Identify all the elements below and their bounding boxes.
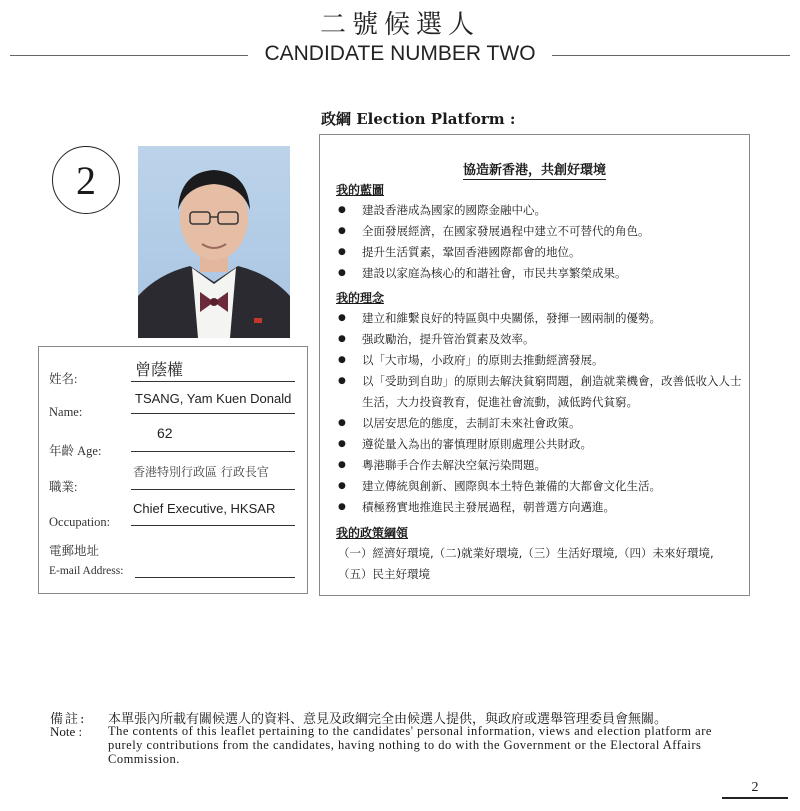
list-item: 建設香港成為國家的國際金融中心。 xyxy=(362,203,546,217)
policy-line: （五）民主好環境 xyxy=(338,567,430,581)
age-label: 年齡 Age: xyxy=(49,444,102,458)
bullet: ● xyxy=(338,460,346,470)
personal-info-box xyxy=(38,346,308,594)
email-english-label: E-mail Address: xyxy=(49,565,124,577)
email-chinese-label: 電郵地址 xyxy=(49,544,100,558)
underline xyxy=(131,525,295,526)
header-rule-left xyxy=(10,55,248,56)
election-platform-box xyxy=(319,134,750,596)
list-item: 提升生活質素，鞏固香港國際都會的地位。 xyxy=(362,245,581,259)
election-platform-label: 政綱 Election Platform : xyxy=(321,110,516,128)
list-item: 以「受助到自助」的原則去解決貧窮問題，創造就業機會，改善低收入人士生活，大力投資教育，促進社會流動，減低跨代貧窮。 xyxy=(362,374,742,409)
list-item: 積極務實地推進民主發展過程，朝普選方向邁進。 xyxy=(362,500,615,514)
underline xyxy=(131,413,295,414)
bullet: ● xyxy=(338,376,346,386)
list-item: 以居安思危的態度，去制訂未來社會政策。 xyxy=(362,416,581,430)
policy-line: （一）經濟好環境,（二)就業好環境,（三）生活好環境,（四）未來好環境, xyxy=(338,546,714,560)
ideas-title: 我的理念 xyxy=(336,291,385,305)
bullet: ● xyxy=(338,313,346,323)
bullet: ● xyxy=(338,418,346,428)
candidate-number-circle xyxy=(52,146,120,214)
bullet: ● xyxy=(338,439,346,449)
bullet: ● xyxy=(338,355,346,365)
note-english-label: Note : xyxy=(50,724,83,739)
occupation-english-value: Chief Executive, HKSAR xyxy=(133,501,276,516)
list-item: 建立和維繫良好的特區與中央關係，發揮一國兩制的優勢。 xyxy=(362,311,661,325)
bullet: ● xyxy=(338,226,346,236)
age-value: 62 xyxy=(157,425,173,441)
vision-title: 我的藍圖 xyxy=(336,183,385,197)
note-chinese-text: 本單張內所載有關候選人的資料、意見及政綱完全由候選人提供，與政府或選舉管理委員會無關。 xyxy=(108,712,668,727)
list-item: 建立傳統與創新、國際與本土特色兼備的大都會文化生活。 xyxy=(362,479,661,493)
underline xyxy=(131,489,295,490)
bullet: ● xyxy=(338,481,346,491)
name-chinese-value: 曾蔭權 xyxy=(135,360,184,379)
list-item: 遵從量入為出的審慎理財原則處理公共財政。 xyxy=(362,437,592,451)
page-number-rule xyxy=(722,797,788,799)
note-chinese-label: 備註: xyxy=(50,712,87,727)
bullet: ● xyxy=(338,334,346,344)
underline xyxy=(131,381,295,382)
name-english-label: Name: xyxy=(49,405,83,419)
list-item: 强政勵治，提升管治質素及效率。 xyxy=(362,332,535,346)
name-chinese-label: 姓名: xyxy=(49,372,78,386)
title-chinese: 二號候選人 xyxy=(319,10,480,40)
bullet: ● xyxy=(338,268,346,278)
candidate-photo xyxy=(138,146,290,338)
bullet: ● xyxy=(338,205,346,215)
list-item: 全面發展經濟，在國家發展過程中建立不可替代的角色。 xyxy=(362,224,650,238)
policy-title: 我的政策綱領 xyxy=(336,526,409,540)
list-item: 以「大市場，小政府」的原則去推動經濟發展。 xyxy=(362,353,604,367)
header-rule-right xyxy=(552,55,790,56)
list-item: 建設以家庭為核心的和諧社會，市民共享繁榮成果。 xyxy=(362,266,627,280)
platform-heading: 協造新香港，共創好環境 xyxy=(462,163,606,178)
name-english-value: TSANG, Yam Kuen Donald xyxy=(135,391,292,406)
note-english-text: The contents of this leaflet pertaining to the candidates' personal information, views and election platform are purely contributions from the candidates, having nothing to do with the Government or the Electoral Affairs Commission. xyxy=(108,724,712,766)
bullet: ● xyxy=(338,247,346,257)
list-item: 粵港聯手合作去解決空氣污染問題。 xyxy=(362,458,546,472)
title-english: CANDIDATE NUMBER TWO xyxy=(264,42,536,65)
candidate-number: 2 xyxy=(76,157,96,203)
underline xyxy=(131,451,295,452)
underline xyxy=(135,577,295,578)
page-number: 2 xyxy=(751,780,759,795)
occupation-chinese-label: 職業: xyxy=(49,480,78,494)
occupation-english-label: Occupation: xyxy=(49,515,111,529)
occupation-chinese-value: 香港特別行政區 行政長官 xyxy=(133,465,269,479)
bullet: ● xyxy=(338,502,346,512)
